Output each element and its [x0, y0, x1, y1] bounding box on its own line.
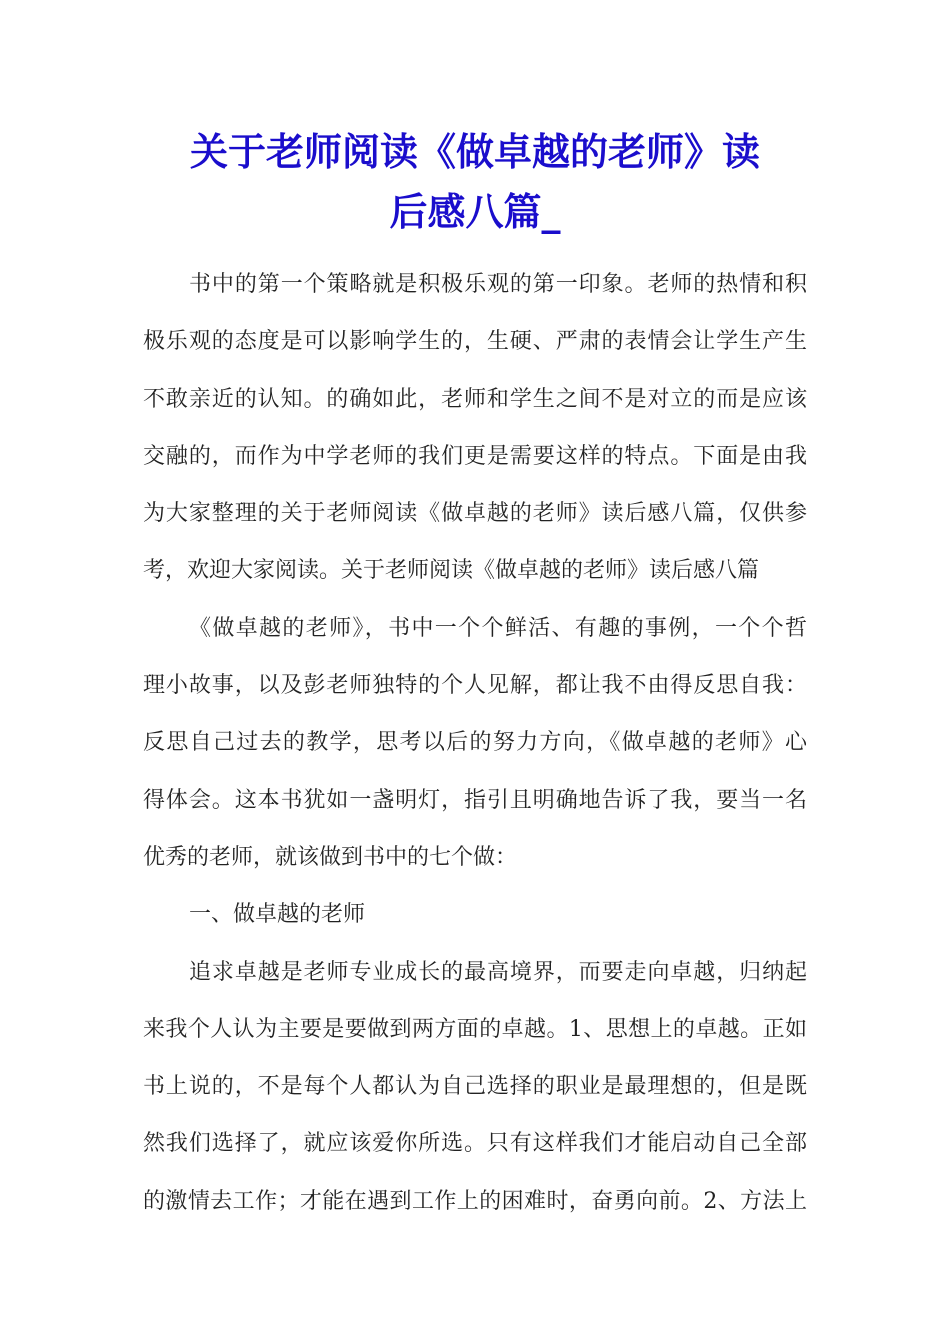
- paragraph-line: 书上说的，不是每个人都认为自己选择的职业是最理想的，但是既: [143, 1074, 807, 1100]
- paragraph-line: 来我个人认为主要是要做到两方面的卓越。1、思想上的卓越。正如: [143, 1016, 807, 1042]
- paragraph-line: 得体会。这本书犹如一盏明灯，指引且明确地告诉了我，要当一名: [143, 787, 807, 813]
- paragraph-line: 书中的第一个策略就是积极乐观的第一印象。老师的热情和积: [189, 272, 807, 297]
- paragraph-line: 的激情去工作；才能在遇到工作上的困难时，奋勇向前。2、方法上: [143, 1188, 807, 1214]
- paragraph-line: 不敢亲近的认知。的确如此，老师和学生之间不是对立的而是应该: [143, 386, 807, 412]
- paragraph-line: 优秀的老师，就该做到书中的七个做：: [143, 844, 518, 870]
- paragraph-line: 交融的，而作为中学老师的我们更是需要这样的特点。下面是由我: [143, 443, 807, 469]
- paragraph-line: 《做卓越的老师》，书中一个个鲜活、有趣的事例，一个个哲: [189, 615, 807, 641]
- title-line: 后感八篇_: [389, 189, 561, 234]
- paragraph-line: 追求卓越是老师专业成长的最高境界，而要走向卓越，归纳起: [189, 959, 807, 985]
- paragraph-line: 反思自己过去的教学，思考以后的努力方向，《做卓越的老师》心: [143, 730, 807, 756]
- section-heading: 一、做卓越的老师: [189, 902, 366, 928]
- paragraph-line: 为大家整理的关于老师阅读《做卓越的老师》读后感八篇，仅供参: [143, 501, 807, 527]
- paragraph-line: 极乐观的态度是可以影响学生的，生硬、严肃的表情会让学生产生: [143, 329, 807, 355]
- document-body: [143, 256, 807, 1230]
- paragraph-line: 考，欢迎大家阅读。关于老师阅读《做卓越的老师》读后感八篇: [143, 558, 760, 584]
- paragraph-line: 理小故事，以及彭老师独特的个人见解，都让我不由得反思自我：: [143, 673, 807, 699]
- title-line: 关于老师阅读《做卓越的老师》读: [189, 129, 760, 174]
- document-title: [140, 122, 810, 242]
- paragraph-line: 然我们选择了，就应该爱你所选。只有这样我们才能启动自己全部: [143, 1131, 807, 1157]
